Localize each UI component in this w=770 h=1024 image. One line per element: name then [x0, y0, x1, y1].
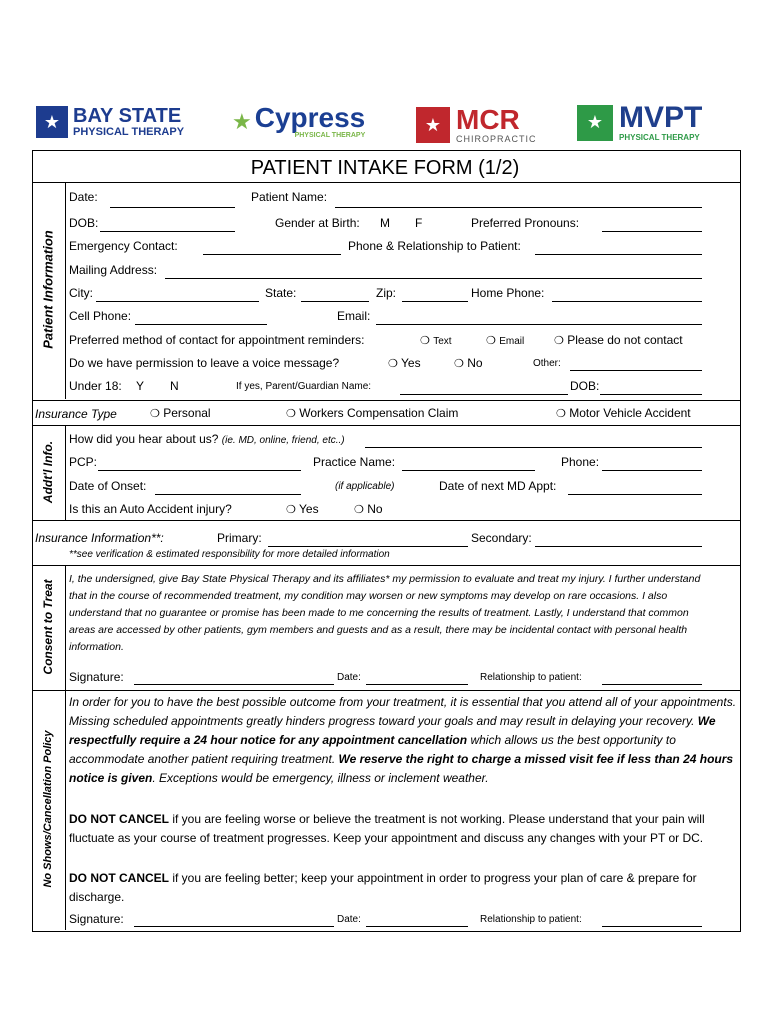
section-divider-4 — [65, 565, 740, 566]
cell-label: Cell Phone: — [69, 309, 132, 323]
mailing-label: Mailing Address: — [69, 263, 158, 277]
date-label: Date: — [69, 190, 98, 204]
title-divider — [32, 182, 740, 183]
voicemail-yes-option[interactable] — [388, 356, 421, 371]
mvpt-sub: PHYSICAL THERAPY — [619, 133, 700, 142]
voicemail-label: Do we have permission to leave a voice message? — [69, 356, 340, 370]
secondary-label: Secondary: — [471, 531, 532, 545]
baystate-sub: PHYSICAL THERAPY — [73, 126, 185, 138]
pcp-phone-field[interactable] — [602, 470, 702, 471]
noshow-paragraph-2 — [69, 810, 737, 848]
state-field[interactable] — [301, 301, 369, 302]
guardian-label: If yes, Parent/Guardian Name: — [236, 381, 372, 392]
mva-option[interactable] — [556, 406, 691, 421]
patient-name-field[interactable] — [335, 207, 702, 208]
next-md-field[interactable] — [568, 494, 702, 495]
pcp-phone-label: Phone: — [561, 455, 600, 469]
pronouns-label: Preferred Pronouns: — [471, 216, 580, 230]
guardian-field[interactable] — [400, 394, 568, 395]
no-contact-option[interactable] — [554, 333, 683, 348]
radio-circle-icon[interactable]: ❍ — [286, 504, 296, 516]
dob-field[interactable] — [100, 231, 235, 232]
runner-icon: ★ — [36, 106, 68, 138]
pcp-label: PCP: — [69, 455, 98, 469]
baystate-logo — [36, 106, 184, 138]
cypress-sub: PHYSICAL THERAPY — [294, 132, 366, 139]
noshow-p3-text: if you are feeling better; keep your appointment in order to progress your plan of care & prepare for discharge. — [69, 871, 697, 904]
radio-circle-icon[interactable]: ❍ — [286, 408, 296, 420]
section-label-consent: Consent to Treat — [41, 579, 55, 675]
mcr-name: MCR — [456, 104, 520, 135]
radio-circle-icon[interactable]: ❍ — [554, 335, 564, 347]
noshow-p1-d: We reserve the right to charge a missed visit fee if less than 24 hours notice is given — [69, 752, 734, 785]
voicemail-yes-label: Yes — [401, 356, 421, 370]
email-field[interactable] — [376, 324, 702, 325]
mailing-field[interactable] — [165, 278, 702, 279]
cell-field[interactable] — [135, 324, 267, 325]
consent-text: I, the undersigned, give Bay State Physical Therapy and its affiliates* my permission to evaluate and treat my injury. I further understand that in the course of recommended treatment, my condition may worsen or new symptoms may develop on rare occasions. I also understand that no guarantee or promise has been made to me concerning the results of treatment. Lastly, I understand that common areas are accessed by other patients, gym members and guests and as a result, there may be incidental contact with personal health information. — [69, 573, 701, 653]
section-label-addtl-info: Addt'l Info. — [41, 440, 55, 504]
phone-rel-field[interactable] — [535, 254, 702, 255]
email-option-label: Email — [499, 336, 525, 347]
hear-hint: (ie. MD, online, friend, etc..) — [221, 435, 345, 446]
consent-relationship-field[interactable] — [602, 684, 702, 685]
practice-field[interactable] — [402, 470, 535, 471]
noshow-p3-bold: DO NOT CANCEL — [69, 871, 169, 885]
form-title: PATIENT INTAKE FORM (1/2) — [250, 157, 520, 179]
section-divider-3 — [32, 520, 740, 521]
hear-field[interactable] — [365, 447, 702, 448]
radio-circle-icon[interactable]: ❍ — [388, 358, 398, 370]
primary-label: Primary: — [217, 531, 262, 545]
consent-signature-field[interactable] — [134, 684, 334, 685]
phone-rel-label: Phone & Relationship to Patient: — [348, 239, 521, 253]
mva-option-label: Motor Vehicle Accident — [569, 406, 691, 420]
noshow-signature-label: Signature: — [69, 912, 124, 926]
hear-question: How did you hear about us? — [69, 432, 219, 446]
onset-label: Date of Onset: — [69, 479, 147, 493]
noshow-p1-c: which allows us the best opportunity to accommodate another patient requiring treatment. — [69, 733, 676, 766]
insurance-note: **see verification & estimated responsibility for more detailed information — [69, 549, 390, 560]
pcp-field[interactable] — [98, 470, 301, 471]
noshow-relationship-field[interactable] — [602, 926, 702, 927]
primary-field[interactable] — [268, 546, 468, 547]
noshow-p2-text: if you are feeling worse or believe the treatment is not working. Please understand that your pain will fluctuate as your course of treatment progresses. Keep your appointment and discuss any changes with your PT or DC. — [69, 812, 705, 845]
consent-date-label: Date: — [337, 672, 361, 683]
text-option-label: Text — [433, 336, 452, 347]
secondary-field[interactable] — [535, 546, 702, 547]
runner-icon: ★ — [577, 105, 613, 141]
noshow-p1-e: . Exceptions would be emergency, illness or inclement weather. — [152, 771, 489, 785]
under18-n-option[interactable]: N — [170, 379, 179, 393]
runner-icon: ★ — [416, 107, 450, 143]
voicemail-no-label: No — [467, 356, 483, 370]
emergency-label: Emergency Contact: — [69, 239, 178, 253]
consent-signature-label: Signature: — [69, 670, 124, 684]
noshow-signature-field[interactable] — [134, 926, 334, 927]
noshow-p1-b: We respectfully require a 24 hour notice for any appointment cancellation — [69, 714, 716, 747]
radio-circle-icon[interactable]: ❍ — [454, 358, 464, 370]
pronouns-field[interactable] — [602, 231, 702, 232]
consent-date-field[interactable] — [366, 684, 468, 685]
hear-label — [69, 432, 345, 447]
section-divider-1 — [32, 400, 740, 401]
city-label: City: — [69, 286, 93, 300]
practice-label: Practice Name: — [313, 455, 396, 469]
auto-accident-label: Is this an Auto Accident injury? — [69, 502, 232, 516]
mcr-logo — [416, 106, 537, 144]
home-phone-label: Home Phone: — [471, 286, 545, 300]
text-option[interactable] — [420, 333, 452, 348]
date-field[interactable] — [110, 207, 235, 208]
personal-option[interactable] — [150, 406, 211, 421]
radio-circle-icon[interactable]: ❍ — [150, 408, 160, 420]
email-option[interactable] — [486, 333, 524, 348]
other-field[interactable] — [570, 370, 702, 371]
radio-circle-icon[interactable]: ❍ — [556, 408, 566, 420]
patient-name-label: Patient Name: — [251, 190, 328, 204]
guardian-dob-label: DOB: — [570, 379, 600, 393]
cypress-logo — [232, 104, 365, 140]
noshow-date-label: Date: — [337, 914, 361, 925]
mvpt-name: MVPT — [619, 101, 703, 134]
onset-field[interactable] — [155, 494, 301, 495]
no-contact-option-label: Please do not contact — [567, 333, 683, 347]
noshow-paragraph-3 — [69, 869, 737, 907]
emergency-field[interactable] — [203, 254, 341, 255]
section-label-noshow: No Shows/Cancellation Policy — [42, 730, 54, 888]
under18-label: Under 18: — [69, 379, 122, 393]
noshow-p1-a: In order for you to have the best possible outcome from your treatment, it is essential that you attend all of your appointments. Missing scheduled appointments greatly hinders progress toward your goals and may result in delaying your recovery. — [69, 695, 737, 728]
zip-label: Zip: — [376, 286, 397, 300]
pref-contact-label: Preferred method of contact for appointment reminders: — [69, 333, 365, 347]
section-label-patient-info: Patient Information — [40, 230, 56, 349]
auto-yes-label: Yes — [299, 502, 319, 516]
email-label: Email: — [337, 309, 371, 323]
noshow-paragraph-1 — [69, 693, 737, 788]
home-phone-field[interactable] — [552, 301, 702, 302]
runner-icon: ★ — [232, 109, 252, 134]
mvpt-logo — [577, 103, 702, 142]
noshow-p2-bold: DO NOT CANCEL — [69, 812, 169, 826]
voicemail-no-option[interactable] — [454, 356, 483, 371]
auto-no-option[interactable] — [354, 502, 383, 517]
state-label: State: — [265, 286, 297, 300]
if-applicable-note: (if applicable) — [335, 481, 395, 492]
baystate-name: BAY STATE — [73, 105, 182, 127]
dob-label: DOB: — [69, 216, 99, 230]
under18-y-option[interactable]: Y — [136, 379, 145, 393]
other-label: Other: — [533, 358, 561, 369]
section-divider-5 — [32, 690, 740, 691]
workers-comp-option-label: Workers Compensation Claim — [299, 406, 459, 420]
auto-yes-option[interactable] — [286, 502, 319, 517]
workers-comp-option[interactable] — [286, 406, 458, 421]
city-field[interactable] — [96, 301, 259, 302]
consent-relationship-label: Relationship to patient: — [480, 672, 582, 683]
noshow-relationship-label: Relationship to patient: — [480, 914, 582, 925]
cypress-name: Cypress — [254, 102, 366, 133]
radio-circle-icon[interactable]: ❍ — [486, 335, 496, 347]
zip-field[interactable] — [402, 301, 468, 302]
radio-circle-icon[interactable]: ❍ — [420, 335, 430, 347]
insurance-info-label: Insurance Information**: — [35, 531, 164, 545]
section-divider-2 — [65, 425, 740, 426]
auto-no-label: No — [367, 502, 383, 516]
next-md-label: Date of next MD Appt: — [439, 479, 557, 493]
insurance-type-label: Insurance Type — [35, 407, 117, 421]
guardian-dob-field[interactable] — [600, 394, 702, 395]
gender-f-option[interactable]: F — [415, 216, 423, 230]
gender-label: Gender at Birth: — [275, 216, 360, 230]
noshow-date-field[interactable] — [366, 926, 468, 927]
gender-m-option[interactable]: M — [380, 216, 390, 230]
radio-circle-icon[interactable]: ❍ — [354, 504, 364, 516]
personal-option-label: Personal — [163, 406, 211, 420]
mcr-sub: CHIROPRACTIC — [456, 134, 537, 144]
